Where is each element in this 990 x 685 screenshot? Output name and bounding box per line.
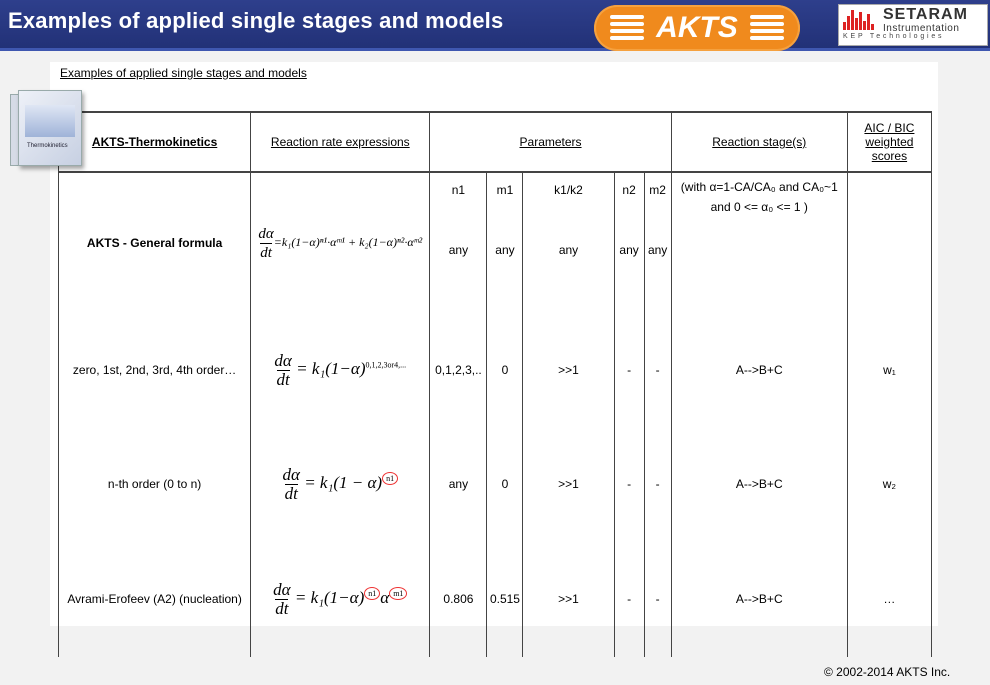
- param-m1: 0: [487, 313, 523, 427]
- slide-title: Examples of applied single stages and models: [8, 8, 504, 33]
- rate-formula: $\frac{d\alpha}{dt}$ = k₁(1−α) n1 α m1: [251, 541, 430, 657]
- param-n1: 0.806: [430, 541, 487, 657]
- stage-cell: A-->B+C: [671, 427, 847, 541]
- col-header-scores: AIC / BIC weighted scores: [847, 112, 931, 172]
- content-panel: [50, 62, 938, 626]
- row-name: Avrami-Erofeev (A2) (nucleation): [59, 541, 251, 657]
- rate-formula: $\frac{d\alpha}{dt}$ = $k_1(1-\alpha)^{0,1,2,3or4,...}$: [251, 313, 430, 427]
- param-m2: -: [644, 427, 671, 541]
- stage-cell: A-->B+C: [671, 313, 847, 427]
- col-header-stage: Reaction stage(s): [671, 112, 847, 172]
- param-n2: -: [614, 427, 644, 541]
- setaram-logo: [838, 4, 988, 46]
- param-m1: 0.515: [487, 541, 523, 657]
- title-banner: [0, 0, 990, 51]
- param-n1: 0,1,2,3,..: [430, 313, 487, 427]
- param-n2: n2 any: [614, 172, 644, 313]
- param-m2: -: [644, 313, 671, 427]
- row-name: n-th order (0 to n): [59, 427, 251, 541]
- setaram-sub: Instrumentation: [883, 23, 960, 34]
- akts-logo: [594, 5, 800, 51]
- setaram-name: SETARAM: [883, 6, 968, 23]
- param-n1: n1 any: [430, 172, 487, 313]
- param-n1: any: [430, 427, 487, 541]
- highlight-circle: m1: [389, 587, 407, 600]
- param-k: k1/k2 any: [523, 172, 614, 313]
- setaram-bars-icon: [843, 10, 879, 30]
- param-m2: m2 any: [644, 172, 671, 313]
- score-cell: …: [847, 541, 931, 657]
- panel-title: Examples of applied single stages and models: [60, 66, 307, 80]
- rate-formula: $\frac{d\alpha}{dt}$ =k₁(1−α)ⁿ¹·αᵐ¹ + k₂(1−α)ⁿ²·αᵐ²: [251, 172, 430, 313]
- col-header-rate: Reaction rate expressions: [251, 112, 430, 172]
- akts-logo-text: AKTS: [656, 11, 738, 44]
- stage-note: (with α=1-CA/CA₀ and CA₀~1 and 0 <= α₀ <= 1 ): [671, 172, 847, 313]
- table-row: [59, 541, 932, 657]
- models-table: [58, 111, 932, 657]
- rate-formula: $\frac{d\alpha}{dt}$ = k₁(1 − α) n1: [251, 427, 430, 541]
- row-name: AKTS - General formula: [59, 172, 251, 313]
- param-n2: -: [614, 313, 644, 427]
- param-m2: -: [644, 541, 671, 657]
- param-k: >>1: [523, 541, 614, 657]
- score-cell: w₂: [847, 427, 931, 541]
- score-cell: [847, 172, 931, 313]
- table-row: [59, 427, 932, 541]
- highlight-circle: n1: [364, 587, 380, 600]
- param-m1: m1 any: [487, 172, 523, 313]
- param-m1: 0: [487, 427, 523, 541]
- param-k: >>1: [523, 427, 614, 541]
- row-name: zero, 1st, 2nd, 3rd, 4th order…: [59, 313, 251, 427]
- header-row: [59, 112, 932, 172]
- col-header-software: AKTS-Thermokinetics: [59, 112, 251, 172]
- stage-cell: A-->B+C: [671, 541, 847, 657]
- setaram-tagline: KEP Technologies: [843, 33, 945, 40]
- score-cell: w₁: [847, 313, 931, 427]
- param-n2: -: [614, 541, 644, 657]
- param-k: >>1: [523, 313, 614, 427]
- table-row: [59, 172, 932, 313]
- highlight-circle: n1: [382, 472, 398, 485]
- logo-stripes-right: [750, 15, 784, 41]
- col-header-parameters: Parameters: [430, 112, 671, 172]
- software-box-image: Thermokinetics: [10, 88, 82, 168]
- copyright-text: © 2002-2014 AKTS Inc.: [824, 665, 951, 679]
- table-row: [59, 313, 932, 427]
